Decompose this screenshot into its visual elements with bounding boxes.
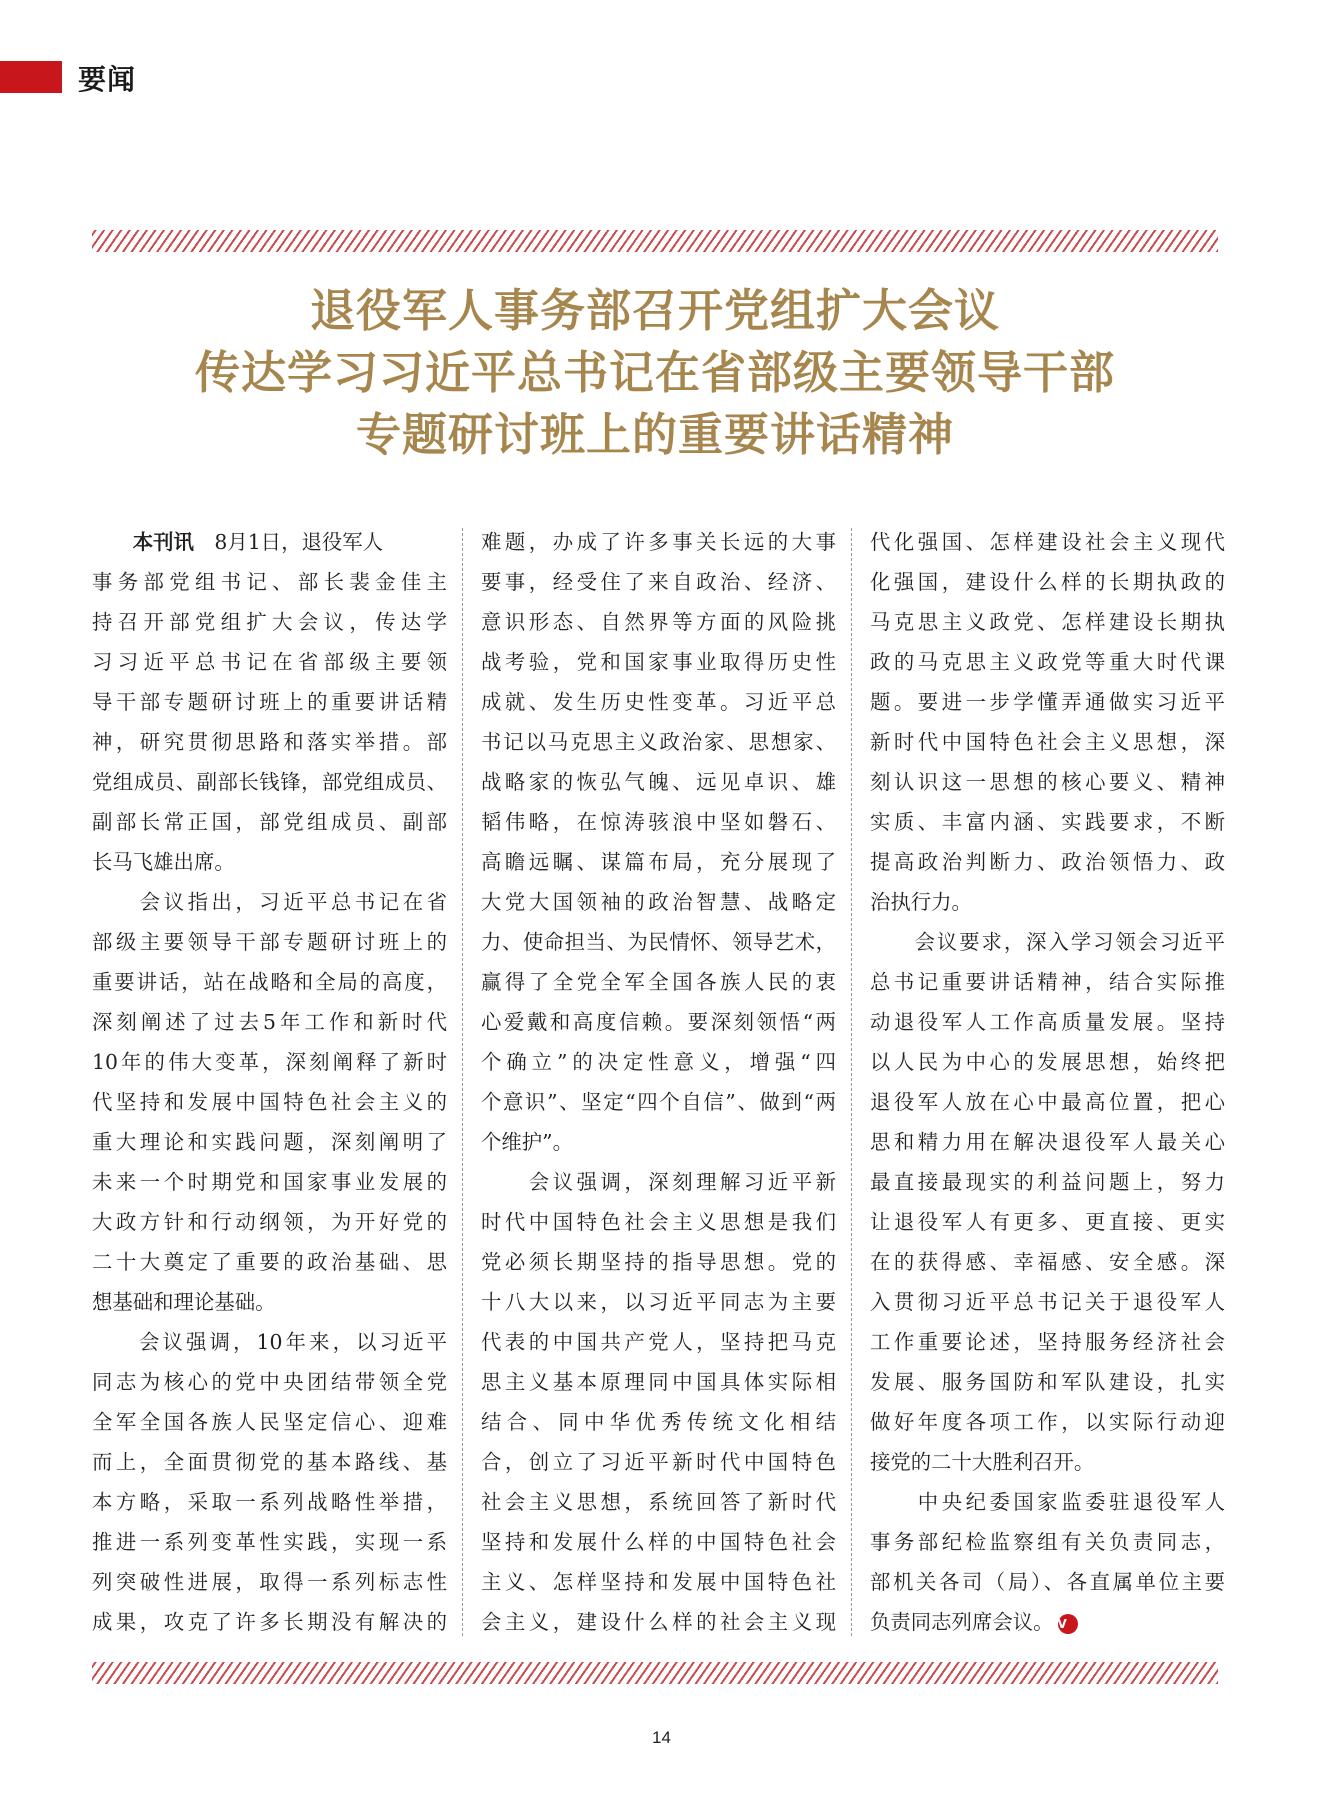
section-label: 要闻 [78, 63, 137, 96]
text-line: 思主义基本原理同中国具体实际相 [481, 1370, 836, 1394]
text-line: 重要讲话，站在战略和全局的高度， [92, 970, 447, 994]
text-line: 发展、服务国防和军队建设，扎实 [870, 1370, 1225, 1394]
text-line: 大党大国领袖的政治智慧、战略定 [481, 890, 836, 914]
text-line: 大政方针和行动纲领，为开好党的 [92, 1210, 447, 1234]
text-line: 会主义，建设什么样的社会主义现 [481, 1610, 836, 1634]
article-column-3 [870, 522, 1225, 1642]
text-line: 书记以马克思主义政治家、思想家、 [481, 730, 836, 754]
text-line: 部级主要领导干部专题研讨班上的 [92, 930, 447, 954]
text-line [92, 522, 447, 562]
text-line: 事务部纪检监察组有关负责同志， [870, 1530, 1225, 1554]
text-line: 动退役军人工作高质量发展。坚持 [870, 1010, 1225, 1034]
text-line: 做好年度各项工作，以实际行动迎 [870, 1410, 1225, 1434]
text-line: 最直接最现实的利益问题上，努力 [870, 1170, 1225, 1194]
page-number: 14 [652, 1728, 671, 1747]
text-line-rest: 8月1日，退役军人 [193, 530, 384, 554]
text-line: 会议强调，深刻理解习近平新 [481, 1170, 836, 1194]
text-line: 战略家的恢弘气魄、远见卓识、雄 [481, 770, 836, 794]
text-line: 深刻阐述了过去5年工作和新时代 [92, 1010, 447, 1034]
text-line: 二十大奠定了重要的政治基础、思 [92, 1250, 447, 1274]
section-color-bar [0, 61, 62, 93]
text-line: 以人民为中心的发展思想，始终把 [870, 1050, 1225, 1074]
text-line: 本方略，采取一系列战略性举措， [92, 1490, 447, 1514]
text-line: 导干部专题研讨班上的重要讲话精 [92, 690, 447, 714]
text-line: 难题，办成了许多事关长远的大事 [481, 530, 836, 554]
text-line: 接党的二十大胜利召开。 [870, 1450, 1095, 1474]
text-line: 高瞻远瞩、谋篇布局，充分展现了 [481, 850, 836, 874]
text-line: 时代中国特色社会主义思想是我们 [481, 1210, 836, 1234]
text-line: 战考验，党和国家事业取得历史性 [481, 650, 836, 674]
text-line: 个确立”的决定性意义，增强“四 [481, 1050, 836, 1074]
text-line: 代化强国、怎样建设社会主义现代 [870, 530, 1225, 554]
text-line: 社会主义思想，系统回答了新时代 [481, 1490, 836, 1514]
text-line: 力、使命担当、为民情怀、领导艺术， [481, 930, 836, 954]
text-line: 提高政治判断力、政治领悟力、政 [870, 850, 1225, 874]
text-line: 入贯彻习近平总书记关于退役军人 [870, 1290, 1225, 1314]
bottom-hatch-divider [92, 1662, 1218, 1684]
text-line: 事务部党组书记、部长裴金佳主 [92, 570, 447, 594]
title-line-3: 专题研讨班上的重要讲话精神 [355, 408, 954, 461]
text-line: 推进一系列变革性实践，实现一系 [92, 1530, 447, 1554]
text-line: 让退役军人有更多、更直接、更实 [870, 1210, 1225, 1234]
text-line: 退役军人放在心中最高位置，把心 [870, 1090, 1225, 1114]
text-line: 会议要求，深入学习领会习近平 [870, 930, 1225, 954]
lead-label: 本刊讯 [92, 530, 194, 554]
title-line-2: 传达学习习近平总书记在省部级主要领导干部 [194, 346, 1115, 399]
text-line: 成果，攻克了许多长期没有解决的 [92, 1610, 447, 1634]
text-line: 全军全国各族人民坚定信心、迎难 [92, 1410, 447, 1434]
text-line: 政的马克思主义政党等重大时代课 [870, 650, 1225, 674]
text-line: 马克思主义政党、怎样建设长期执 [870, 610, 1225, 634]
text-line: 个意识”、坚定“四个自信”、做到“两 [481, 1090, 836, 1114]
top-hatch-divider [92, 230, 1218, 252]
text-line: 工作重要论述，坚持服务经济社会 [870, 1330, 1225, 1354]
text-line: 治执行力。 [870, 890, 972, 914]
text-line: 习习近平总书记在省部级主要领 [92, 650, 447, 674]
text-line: 思和精力用在解决退役军人最关心 [870, 1130, 1225, 1154]
text-line: 实质、丰富内涵、实践要求，不断 [870, 810, 1225, 834]
column-divider [851, 528, 852, 1636]
text-line: 会议指出，习近平总书记在省 [92, 890, 447, 914]
article-column-1 [92, 522, 447, 1642]
text-line: 想基础和理论基础。 [92, 1290, 276, 1314]
text-line: 新时代中国特色社会主义思想，深 [870, 730, 1225, 754]
text-line: 中央纪委国家监委驻退役军人 [870, 1490, 1225, 1514]
text-line: 个维护”。 [481, 1130, 573, 1154]
column-divider [462, 528, 463, 1636]
text-line: 在的获得感、幸福感、安全感。深 [870, 1250, 1225, 1274]
text-line: 题。要进一步学懂弄通做实习近平 [870, 690, 1225, 714]
text-line: 成就、发生历史性变革。习近平总 [481, 690, 836, 714]
text-line: 韬伟略，在惊涛骇浪中坚如磐石、 [481, 810, 836, 834]
text-line: 持召开部党组扩大会议，传达学 [92, 610, 447, 634]
text-line: 而上，全面贯彻党的基本路线、基 [92, 1450, 447, 1474]
text-line: 重大理论和实践问题，深刻阐明了 [92, 1130, 447, 1154]
text-line: 代坚持和发展中国特色社会主义的 [92, 1090, 447, 1114]
end-mark-icon: V [1058, 1614, 1078, 1634]
article-title [92, 280, 1218, 466]
text-line: 合，创立了习近平新时代中国特色 [481, 1450, 836, 1474]
text-line: 党组成员、副部长钱锋，部党组成员、 [92, 770, 447, 794]
text-line: 负责同志列席会议。 V [870, 1602, 1225, 1642]
text-line: 结合、同中华优秀传统文化相结 [481, 1410, 836, 1434]
text-line: 党必须长期坚持的指导思想。党的 [481, 1250, 836, 1274]
text-line: 主义、怎样坚持和发展中国特色社 [481, 1570, 836, 1594]
article-column-2 [481, 522, 836, 1642]
text-line: 10年的伟大变革，深刻阐释了新时 [92, 1050, 447, 1074]
text-line: 代表的中国共产党人，坚持把马克 [481, 1330, 836, 1354]
text-line: 心爱戴和高度信赖。要深刻领悟“两 [481, 1010, 836, 1034]
text-line: 同志为核心的党中央团结带领全党 [92, 1370, 447, 1394]
text-line: 十八大以来，以习近平同志为主要 [481, 1290, 836, 1314]
title-line-1: 退役军人事务部召开党组扩大会议 [309, 284, 1000, 337]
text-line: 意识形态、自然界等方面的风险挑 [481, 610, 836, 634]
text-line: 长马飞雄出席。 [92, 850, 235, 874]
text-line: 要事，经受住了来自政治、经济、 [481, 570, 836, 594]
text-line: 刻认识这一思想的核心要义、精神 [870, 770, 1225, 794]
text-line: 副部长常正国，部党组成员、副部 [92, 810, 447, 834]
text-line: 部机关各司（局）、各直属单位主要 [870, 1570, 1225, 1594]
text-line: 会议强调，10年来，以习近平 [92, 1330, 447, 1354]
text-line: 神，研究贯彻思路和落实举措。部 [92, 730, 447, 754]
text-line: 总书记重要讲话精神，结合实际推 [870, 970, 1225, 994]
text-line: 列突破性进展，取得一系列标志性 [92, 1570, 447, 1594]
text-line: 赢得了全党全军全国各族人民的衷 [481, 970, 836, 994]
text-line: 化强国，建设什么样的长期执政的 [870, 570, 1225, 594]
text-line: 未来一个时期党和国家事业发展的 [92, 1170, 447, 1194]
text-line: 坚持和发展什么样的中国特色社会 [481, 1530, 836, 1554]
